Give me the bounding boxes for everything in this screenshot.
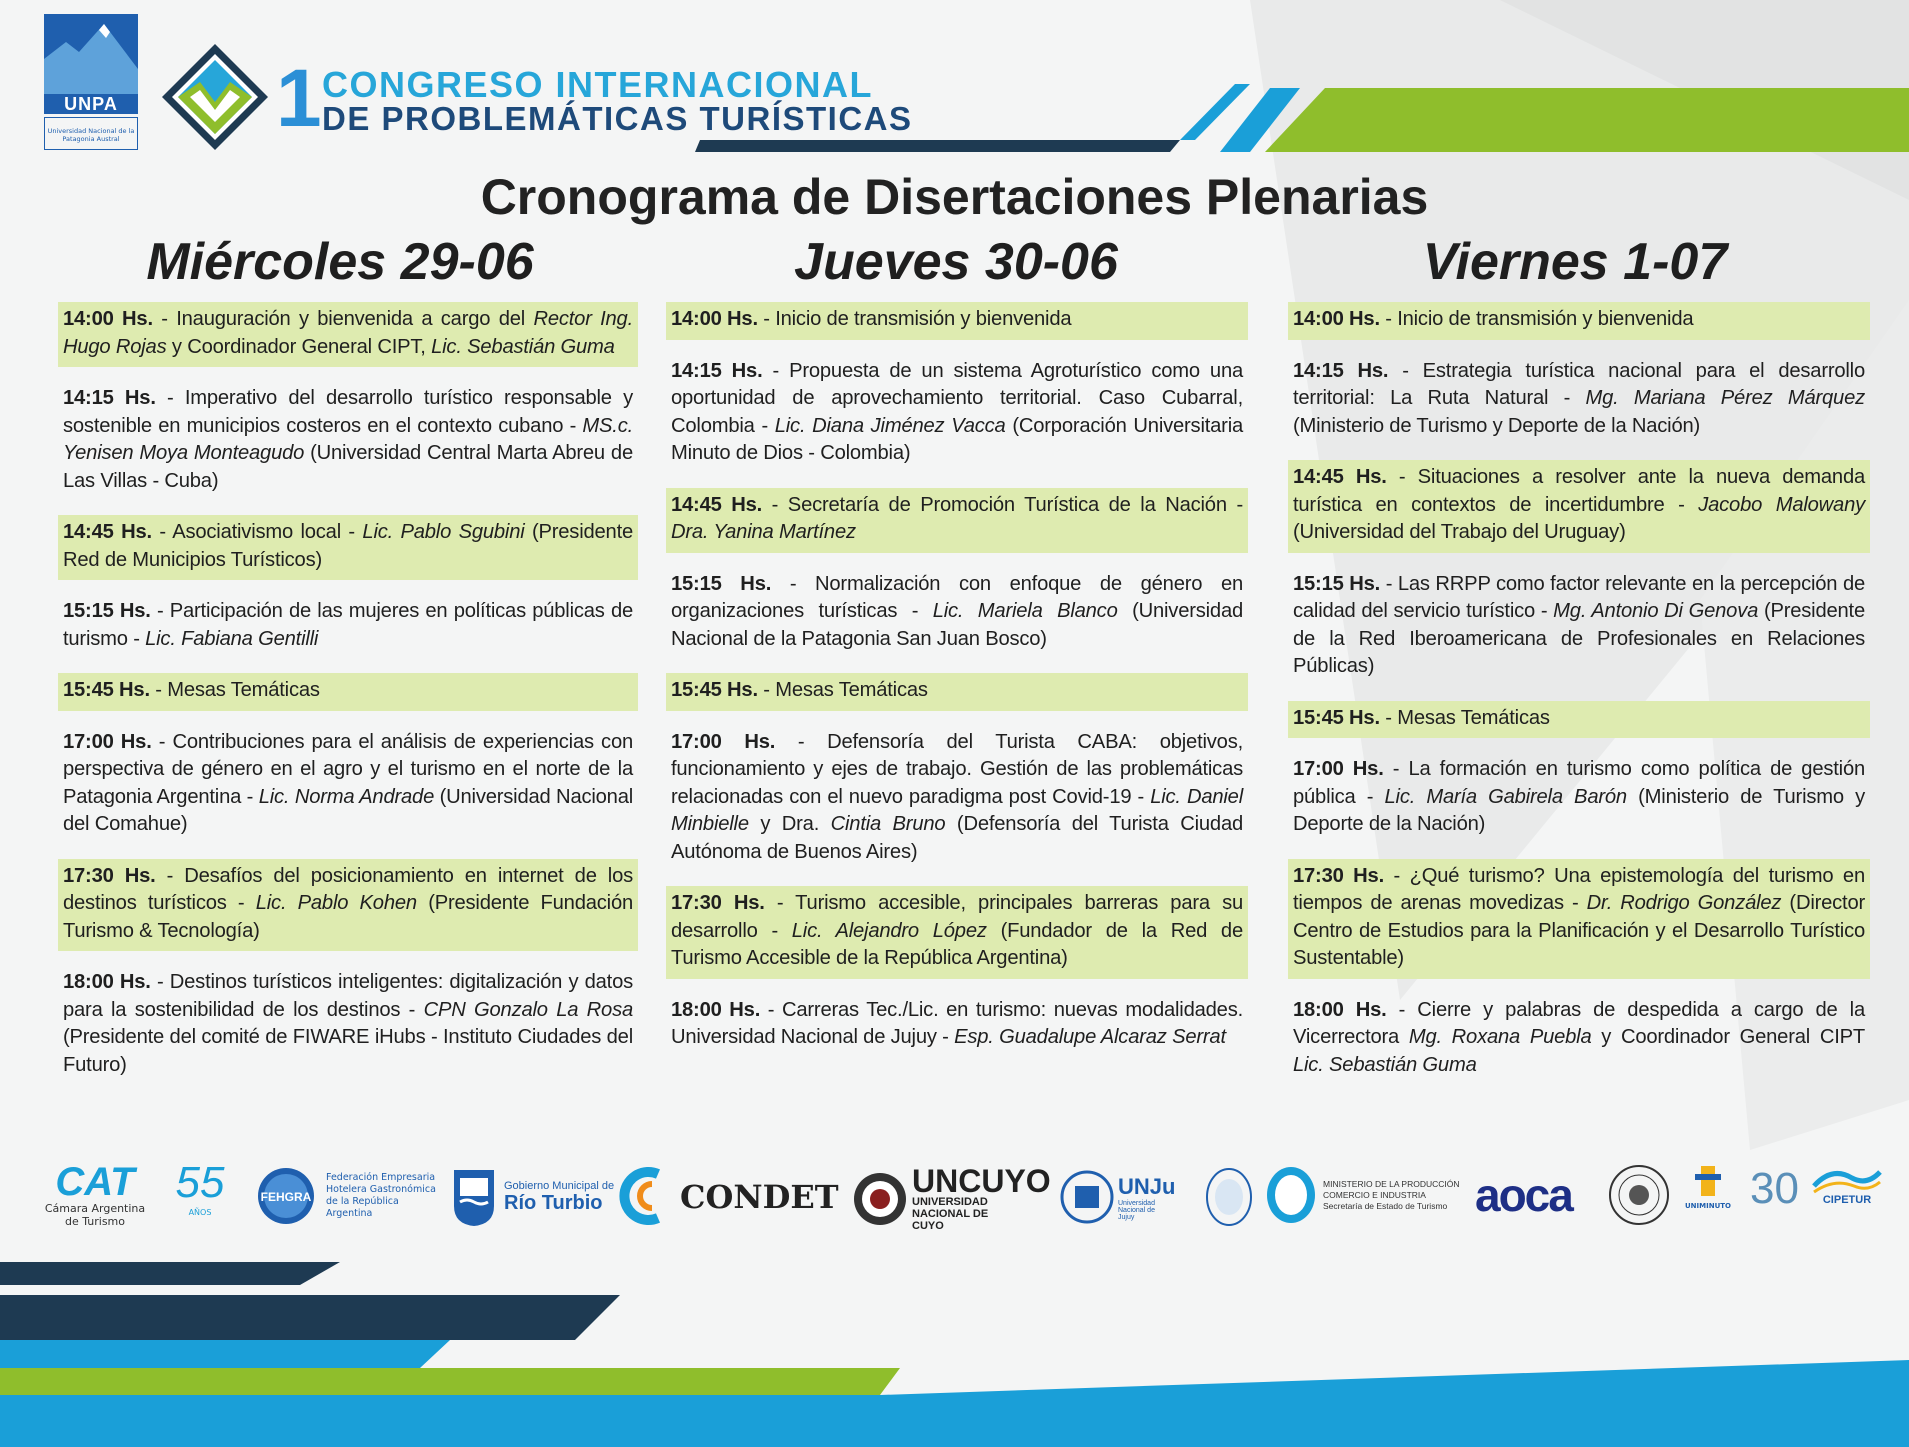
- schedule-column-friday: [1288, 302, 1870, 1099]
- svg-text:FEHGRA: FEHGRA: [260, 1190, 312, 1204]
- session-text: - Mesas Temáticas: [1379, 706, 1550, 729]
- schedule-item: [58, 673, 638, 711]
- schedule-item: [58, 965, 638, 1085]
- speaker-name: Mg. Mariana Pérez Márquez: [1585, 387, 1865, 409]
- session-text: - Estrategia turística nacional para el desarrollo territorial: La Ruta Natural -: [1293, 359, 1865, 409]
- cipetur-logo: [1812, 1164, 1882, 1206]
- rio-turbio-shield-icon: [450, 1166, 498, 1228]
- session-text: - Asociativismo local -: [151, 521, 363, 543]
- thirty-logo: 30: [1750, 1164, 1799, 1213]
- rio-turbio-line1: Gobierno Municipal de: [504, 1179, 615, 1192]
- uniminuto-icon: [1693, 1164, 1723, 1202]
- schedule-item: [1288, 859, 1870, 979]
- cipetur-name: CIPETUR: [1822, 1194, 1872, 1206]
- session-text: - Las RRPP como factor relevante en la percepción de calidad del servicio turístico -: [1293, 572, 1865, 622]
- session-time: 14:45 Hs.: [63, 521, 152, 543]
- session-text: (Defensoría del Turista Ciudad Autónoma de Buenos Aires): [671, 813, 1243, 863]
- institution-seal-icon: [1608, 1164, 1670, 1226]
- cat-years: 55: [175, 1158, 225, 1207]
- cat-logo: [40, 1162, 150, 1228]
- session-text: (Fundador de la Red de Turismo Accesible de la República Argentina): [671, 919, 1243, 969]
- session-text: (Ministerio de Turismo y Deporte de la Nación): [1293, 785, 1865, 835]
- session-text: - Inicio de transmisión y bienvenida: [757, 308, 1072, 330]
- speaker-name: Lic. Daniel Minbielle: [671, 785, 1243, 835]
- session-text: (Presidente de la Red Iberoamericana de Profesionales en Relaciones Públicas): [1293, 600, 1865, 677]
- cat-years-label: AÑOS: [188, 1208, 212, 1217]
- speaker-name: Esp. Guadalupe Alcaraz Serrat: [954, 1026, 1226, 1048]
- speaker-name: MS.c. Yenisen Moya Monteagudo: [63, 414, 633, 464]
- cat-name: CAT: [55, 1160, 135, 1204]
- speaker-name: Lic. Pablo Kohen: [255, 892, 417, 914]
- schedule-item: [666, 488, 1248, 553]
- speaker-name: Rector Ing. Hugo Rojas: [63, 308, 633, 358]
- cipetur-wave-icon: [1812, 1164, 1882, 1194]
- schedule-item: [1288, 567, 1870, 687]
- province-shield-icon: [1265, 1164, 1317, 1226]
- speaker-name: Lic. Fabiana Gentilli: [145, 627, 319, 650]
- fehgra-logo: [252, 1166, 444, 1226]
- session-text: (Presidente Red de Municipios Turísticos): [63, 521, 634, 571]
- uniminuto-name: UNIMINUTO: [1685, 1202, 1731, 1210]
- speaker-name: Lic. María Gabirela Barón: [1384, 785, 1627, 808]
- schedule-item: [1288, 354, 1870, 447]
- schedule-item: [58, 381, 638, 501]
- session-time: 17:00 Hs.: [1293, 758, 1384, 780]
- uniminuto-logo: [1685, 1164, 1731, 1210]
- session-text: (Universidad Central Marta Abreu de Las Villas - Cuba): [63, 442, 633, 492]
- session-time: 14:15 Hs.: [1293, 359, 1389, 382]
- session-time: 17:00 Hs.: [63, 730, 152, 753]
- session-time: 15:45 Hs.: [63, 679, 150, 701]
- unpa-name: UNPA: [64, 94, 118, 114]
- schedule-item: [666, 886, 1248, 979]
- aoca-logo: aoca: [1475, 1169, 1572, 1221]
- session-time: 15:15 Hs.: [671, 572, 772, 595]
- fehgra-emblem-icon: [252, 1166, 320, 1226]
- session-text: (Ministerio de Turismo y Deporte de la Nación): [1293, 414, 1701, 437]
- schedule-item: [58, 515, 638, 580]
- condet-logo: CONDET: [680, 1178, 839, 1216]
- session-time: 14:00 Hs.: [1293, 308, 1380, 330]
- session-text: (Universidad Nacional del Comahue): [63, 785, 634, 835]
- session-time: 17:30 Hs.: [63, 864, 156, 887]
- ministerio-line2: COMERCIO E INDUSTRIA: [1323, 1189, 1426, 1200]
- cat-subtitle: Cámara Argentina de Turismo: [44, 1202, 146, 1228]
- schedule-column-thursday: [666, 302, 1248, 1072]
- session-time: 14:15 Hs.: [671, 359, 763, 382]
- session-text: (Corporación Universitaria Minuto de Dios - Colombia): [671, 414, 1244, 464]
- session-text: y Coordinador General CIPT,: [166, 335, 432, 358]
- swirl-icon: [618, 1166, 666, 1226]
- session-text: - Propuesta de un sistema Agroturístico como una oportunidad de aprovechamiento territorial. Caso Cubarral, Colombia -: [671, 359, 1244, 437]
- uncuyo-logo: [852, 1163, 1051, 1232]
- unpa-logo: [44, 14, 138, 152]
- session-text: - Contribuciones para el análisis de experiencias con perspectiva de género en el agro y el turismo en el norte de la Patagonia Argentina -: [63, 730, 633, 808]
- speaker-name: Lic. Norma Andrade: [258, 785, 435, 808]
- schedule-item: [58, 302, 638, 367]
- speaker-name: Jacobo Malowany: [1698, 493, 1865, 516]
- speaker-name: Dra. Yanina Martínez: [671, 521, 856, 543]
- session-text: - Secretaría de Promoción Turística de la Nación -: [762, 493, 1243, 516]
- ministerio-line3: Secretaría de Estado de Turismo: [1323, 1200, 1448, 1211]
- speaker-name: Cintia Bruno: [830, 813, 946, 835]
- unju-seal-icon: [1060, 1168, 1114, 1226]
- mountain-icon: [44, 14, 138, 94]
- sponsor-logos: [40, 1158, 1890, 1238]
- session-time: 15:45 Hs.: [671, 679, 758, 701]
- speaker-name: Lic. Diana Jiménez Vacca: [774, 414, 1006, 437]
- uncuyo-seal-icon: [852, 1169, 908, 1229]
- session-time: 18:00 Hs.: [671, 998, 761, 1021]
- day-title-thursday: Jueves 30-06: [794, 233, 1118, 291]
- rio-turbio-line2: Río Turbio: [504, 1191, 603, 1214]
- footer-stripes: [0, 1258, 1909, 1447]
- schedule-item: [666, 354, 1248, 474]
- swirl-logo: [618, 1166, 666, 1226]
- seal-logo: [1205, 1166, 1253, 1228]
- session-text: (Director Centro de Estudios para la Planificación y el Desarrollo Turístico Sustentable): [1293, 892, 1866, 969]
- session-time: 14:45 Hs.: [1293, 466, 1387, 488]
- session-text: - Imperativo del desarrollo turístico responsable y sostenible en municipios costeros en el contexto cubano -: [63, 387, 634, 437]
- schedule-item: [58, 594, 638, 659]
- session-text: - ¿Qué turismo? Una epistemología del turismo en tiempos de arenas movedizas -: [1293, 864, 1865, 914]
- session-time: 14:00 Hs.: [63, 308, 153, 330]
- seal-logo-2: [1608, 1164, 1670, 1226]
- university-seal-icon: [1205, 1166, 1253, 1228]
- session-text: (Universidad Nacional de la Patagonia San Juan Bosco): [671, 600, 1244, 650]
- uncuyo-subtitle: UNIVERSIDAD NACIONAL DE CUYO: [912, 1196, 989, 1232]
- unju-subtitle: Universidad Nacional de Jujuy: [1118, 1199, 1155, 1221]
- session-text: - Desafíos del posicionamiento en internet de los destinos turísticos -: [63, 864, 633, 914]
- session-text: y Dra.: [748, 813, 831, 835]
- session-time: 17:00 Hs.: [671, 730, 776, 753]
- session-text: - Inauguración y bienvenida a cargo del: [152, 308, 534, 330]
- session-time: 15:45 Hs.: [1293, 706, 1380, 729]
- session-time: 14:15 Hs.: [63, 387, 156, 409]
- session-text: - La formación en turismo como política de gestión pública -: [1293, 758, 1865, 808]
- session-text: - Carreras Tec./Lic. en turismo: nuevas modalidades. Universidad Nacional de Jujuy -: [671, 998, 1243, 1048]
- session-time: 15:15 Hs.: [63, 600, 151, 622]
- rio-turbio-logo: [450, 1166, 614, 1228]
- session-text: - Defensoría del Turista CABA: objetivos, funcionamiento y ejes de trabajo. Gestión de las problemáticas relacionadas con el nuevo paradigma post Covid-19 -: [671, 730, 1243, 808]
- schedule-item: [666, 725, 1248, 873]
- congress-title-line2: DE PROBLEMÁTICAS TURÍSTICAS: [322, 100, 913, 137]
- session-text: y Coordinador General CIPT: [1591, 1026, 1865, 1048]
- header: [0, 0, 1909, 165]
- schedule-item: [58, 859, 638, 952]
- session-time: 17:30 Hs.: [1293, 864, 1384, 887]
- session-text: - Destinos turísticos inteligentes: digitalización y datos para la sostenibilidad de los destinos -: [63, 971, 633, 1021]
- uncuyo-name: UNCUYO: [912, 1163, 1051, 1199]
- schedule-item: [58, 725, 638, 845]
- schedule-item: [1288, 701, 1870, 739]
- unpa-subtitle: Universidad Nacional de la Patagonia Austral: [44, 117, 138, 150]
- cat-55-logo: [165, 1158, 235, 1230]
- session-text: - Mesas Temáticas: [757, 679, 928, 701]
- session-time: 17:30 Hs.: [671, 892, 765, 914]
- unju-name: UNJu: [1118, 1173, 1176, 1199]
- congress-title-line1: CONGRESO INTERNACIONAL: [322, 64, 874, 105]
- session-time: 18:00 Hs.: [63, 971, 151, 993]
- speaker-name: Mg. Antonio Di Genova: [1553, 600, 1759, 622]
- speaker-name: Lic. Sebastián Guma: [1293, 1053, 1477, 1076]
- schedule-item: [666, 993, 1248, 1058]
- session-time: 18:00 Hs.: [1293, 998, 1387, 1021]
- day-title-wednesday: Miércoles 29-06: [146, 233, 534, 291]
- schedule-item: [666, 673, 1248, 711]
- speaker-name: Dr. Rodrigo González: [1586, 892, 1782, 914]
- session-time: 14:00 Hs.: [671, 308, 758, 330]
- schedule-item: [1288, 752, 1870, 845]
- session-text: (Presidente del comité de FIWARE iHubs - Instituto Ciudades del Futuro): [63, 1026, 633, 1076]
- speaker-name: CPN Gonzalo La Rosa: [423, 998, 633, 1021]
- schedule-item: [1288, 993, 1870, 1086]
- session-text: - Situaciones a resolver ante la nueva demanda turística en contextos de incertidumbre -: [1293, 466, 1866, 516]
- session-time: 14:45 Hs.: [671, 493, 763, 516]
- unju-logo: [1060, 1168, 1175, 1226]
- speaker-name: Mg. Roxana Puebla: [1408, 1026, 1592, 1048]
- session-text: (Presidente Fundación Turismo & Tecnología): [63, 892, 633, 942]
- congress-number: 1: [276, 53, 322, 144]
- ministerio-line1: MINISTERIO DE LA PRODUCCIÓN: [1323, 1178, 1460, 1189]
- session-text: - Participación de las mujeres en políticas públicas de turismo -: [63, 600, 633, 650]
- congress-logo-icon: [160, 42, 270, 152]
- schedule-item: [666, 302, 1248, 340]
- ministerio-logo: [1265, 1164, 1460, 1226]
- fehgra-description: Federación Empresaria Hotelera Gastronómica de la República Argentina: [326, 1172, 436, 1219]
- session-text: (Universidad del Trabajo del Uruguay): [1293, 521, 1626, 543]
- page-title: Cronograma de Disertaciones Plenarias: [480, 169, 1429, 225]
- schedule-column-wednesday: [58, 302, 638, 1099]
- session-text: - Mesas Temáticas: [149, 679, 320, 701]
- schedule-item: [666, 567, 1248, 660]
- schedule-item: [1288, 302, 1870, 340]
- speaker-name: Lic. Mariela Blanco: [932, 600, 1118, 622]
- session-text: - Cierre y palabras de despedida a cargo de la Vicerrectora: [1293, 998, 1865, 1048]
- session-text: - Inicio de transmisión y bienvenida: [1379, 308, 1694, 330]
- day-title-friday: Viernes 1-07: [1422, 233, 1728, 291]
- speaker-name: Lic. Alejandro López: [791, 919, 987, 942]
- speaker-name: Lic. Pablo Sgubini: [362, 521, 525, 543]
- session-time: 15:15 Hs.: [1293, 572, 1381, 595]
- session-text: - Normalización con enfoque de género en organizaciones turísticas -: [671, 572, 1243, 622]
- schedule-item: [1288, 460, 1870, 553]
- session-text: - Turismo accesible, principales barreras para su desarrollo -: [671, 892, 1243, 942]
- speaker-name: Lic. Sebastián Guma: [431, 335, 615, 358]
